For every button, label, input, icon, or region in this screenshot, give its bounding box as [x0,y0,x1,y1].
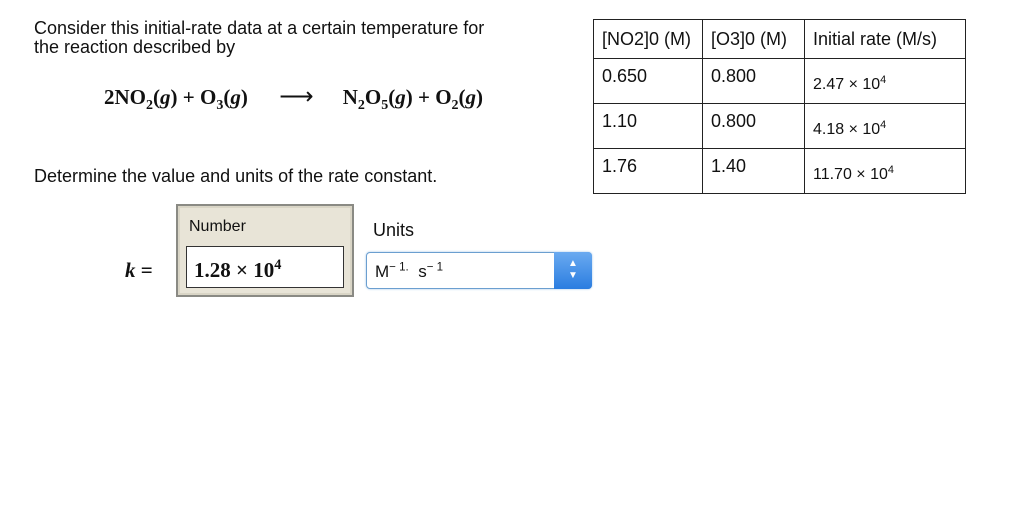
cell-no2: 1.76 [594,149,703,194]
rate-base: 11.70 × 10 [813,166,888,183]
cell-o3: 1.40 [703,149,805,194]
number-base: 1.28 × 10 [194,258,275,282]
product-n2o5-n: N [342,85,358,109]
prompt-line-1: Consider this initial-rate data at a certain temperature for [34,18,485,38]
reactant-o3: O [199,85,217,109]
chevron-down-icon: ▼ [568,270,578,281]
cell-no2: 0.650 [594,59,703,104]
units-m: M [375,262,390,281]
question-prompt [34,19,574,57]
equals-sign: = [140,258,153,282]
product-o2-subscript: 2 [451,98,459,113]
table-header-row [594,20,966,59]
units-title: Units [373,220,415,240]
chevron-up-icon: ▲ [568,258,578,269]
table-row [594,59,966,104]
rate-base: 2.47 × 10 [813,76,881,93]
units-s: s [418,262,427,281]
rate-exponent: 4 [880,119,887,132]
plus-sign-2: + [417,85,430,109]
header-o3: [O3]0 (M) [703,20,805,59]
number-input[interactable] [186,246,344,288]
cell-o3: 0.800 [703,104,805,149]
reactant-o3-subscript: 3 [216,98,224,113]
phase-o3: g [230,85,241,109]
units-selected-value [375,262,443,282]
header-no2: [NO2]0 (M) [594,20,703,59]
phase-o2: g [465,85,477,109]
cell-o3: 0.800 [703,59,805,104]
plus-sign: + [182,85,195,109]
product-o2: O [435,85,452,109]
rate-data-table [593,19,966,194]
table-row [594,104,966,149]
number-answer-box [176,204,354,297]
units-s-exponent: − 1 [426,261,444,274]
table-row [594,149,966,194]
phase-n2o5: g [395,85,406,109]
rate-exponent: 4 [880,74,887,87]
reactant-no2: 2NO [104,85,146,109]
cell-rate [805,104,966,149]
rate-base: 4.18 × 10 [813,121,881,138]
units-m-exponent: − 1. [389,261,409,274]
cell-no2: 1.10 [594,104,703,149]
units-select[interactable] [366,252,592,289]
cell-rate [805,149,966,194]
reaction-equation: $2NO_2(g) + O_3(g)$ ⟶ $N_2O_5(g) + O_2(g)$ [104,82,484,113]
phase-no2: g [160,85,171,109]
k-symbol: k [125,258,136,282]
number-exponent: 4 [274,257,282,274]
determine-question: Determine the value and units of the rate constant. [34,166,438,186]
select-stepper-icon[interactable] [554,252,592,289]
number-title: Number [189,218,246,235]
header-rate: Initial rate (M/s) [805,20,966,59]
reaction-arrow: ⟶ [279,82,314,110]
prompt-line-2: the reaction described by [34,37,236,57]
product-n2o5-subscript-o: 5 [381,98,389,113]
cell-rate [805,59,966,104]
reactant-no2-subscript: 2 [146,98,153,113]
product-n2o5-o: O [364,85,382,109]
product-n2o5-subscript-n: 2 [357,98,365,113]
rate-exponent: 4 [887,164,894,177]
k-label [125,258,153,283]
